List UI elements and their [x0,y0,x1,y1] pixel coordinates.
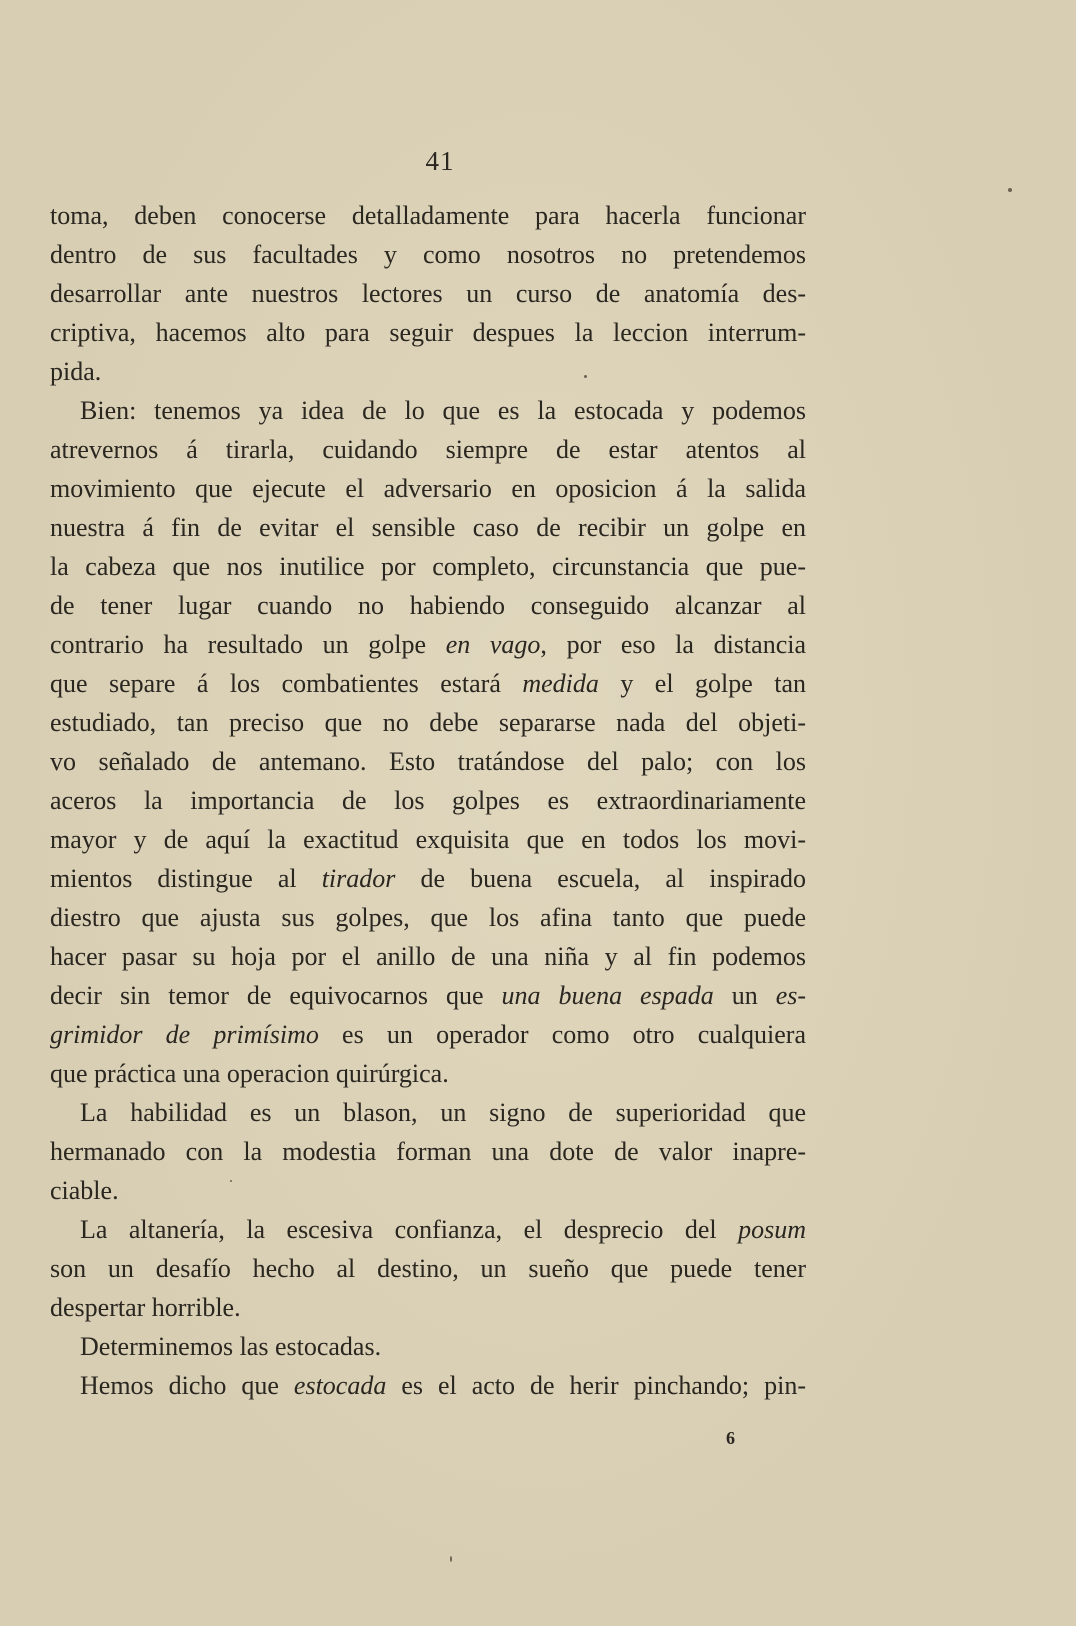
text-segment: movimiento que ejecute el adversario en oposicion á la salida [50,474,806,503]
text-segment: despertar horrible. [50,1293,241,1322]
italic-text: grimidor de primísimo [50,1020,319,1049]
text-line [50,820,806,859]
text-segment: mayor y de aquí la exactitud exquisita que en todos los movi- [50,825,806,854]
page-number: 41 [425,146,455,176]
text-segment: estudiado, tan preciso que no debe separarse nada del objeti- [50,708,806,737]
text-line [50,1327,806,1366]
text-line [50,625,806,664]
text-line [50,547,806,586]
paper-speck [584,375,587,378]
text-line [50,1054,806,1093]
italic-text: medida [522,669,599,698]
text-segment: decir sin temor de equivocarnos que [50,981,502,1010]
text-line [50,976,806,1015]
text-segment: aceros la importancia de los golpes es extraordinariamente [50,786,806,815]
text-line [50,586,806,625]
text-segment: desarrollar ante nuestros lectores un curso de anatomía des- [50,279,806,308]
text-segment: de buena escuela, al inspirado [395,864,806,893]
text-segment: atrevernos á tirarla, cuidando siempre de estar atentos al [50,435,806,464]
text-line [50,274,806,313]
text-line [50,1093,806,1132]
text-segment: toma, deben conocerse detalladamente para hacerla funcionar [50,201,806,230]
text-line [50,508,806,547]
text-segment: diestro que ajusta sus golpes, que los afina tanto que puede [50,903,806,932]
text-line [50,1015,806,1054]
text-line [50,313,806,352]
text-line [50,1210,806,1249]
text-line [50,898,806,937]
text-segment: que separe á los combatientes estará [50,669,523,698]
text-segment: La habilidad es un blason, un signo de superioridad que [80,1098,806,1127]
text-line [50,664,806,703]
text-line [50,937,806,976]
italic-text: una buena espada [501,981,714,1010]
text-line [50,1249,806,1288]
text-segment: hacer pasar su hoja por el anillo de una niña y al fin podemos [50,942,806,971]
italic-text: en vago [445,630,541,659]
text-segment: Determinemos las estocadas. [80,1332,382,1361]
text-line [50,1366,806,1405]
signature-mark: 6 [726,1428,735,1448]
text-segment: y el golpe tan [598,669,806,698]
text-segment: es un operador como otro cualquiera [318,1020,806,1049]
text-segment: criptiva, hacemos alto para seguir despues la leccion interrum- [50,318,806,347]
text-segment: un [713,981,776,1010]
text-segment: la cabeza que nos inutilice por completo, circunstancia que pue- [50,552,806,581]
text-segment: de tener lugar cuando no habiendo conseguido alcanzar al [50,591,806,620]
italic-text: tirador [321,864,396,893]
text-line [50,235,806,274]
italic-text: estocada [293,1371,387,1400]
text-segment: son un desafío hecho al destino, un sueño que puede tener [50,1254,806,1283]
text-segment: Hemos dicho que [80,1371,294,1400]
text-segment: Bien: tenemos ya idea de lo que es la estocada y podemos [80,396,806,425]
text-line [50,391,806,430]
text-line [50,1288,806,1327]
text-segment: es el acto de herir pinchando; pin- [386,1371,806,1400]
italic-text: es- [775,981,807,1010]
italic-text: posum [738,1215,806,1244]
text-line [50,742,806,781]
text-segment: que práctica una operacion quirúrgica. [50,1059,449,1088]
text-line [50,859,806,898]
text-segment: vo señalado de antemano. Esto tratándose del palo; con los [50,747,806,776]
text-line [50,196,806,235]
paper-speck [450,1556,452,1562]
text-segment: hermanado con la modestia forman una dote de valor inapre- [50,1137,806,1166]
text-segment: mientos distingue al [50,864,322,893]
text-line [50,1132,806,1171]
body-text [50,196,806,1405]
text-line [50,352,806,391]
text-segment: , por eso la distancia [540,630,806,659]
text-line [50,703,806,742]
text-line [50,781,806,820]
text-line [50,1171,806,1210]
text-segment: contrario ha resultado un golpe [50,630,446,659]
text-line [50,469,806,508]
text-segment: La altanería, la escesiva confianza, el desprecio del [80,1215,739,1244]
paper-speck [230,1180,232,1182]
text-segment: ciable. [50,1176,119,1205]
text-segment: nuestra á fin de evitar el sensible caso de recibir un golpe en [50,513,806,542]
text-line [50,430,806,469]
paper-speck [1008,188,1012,192]
text-segment: dentro de sus facultades y como nosotros no pretendemos [50,240,806,269]
text-segment: pida. [50,357,102,386]
